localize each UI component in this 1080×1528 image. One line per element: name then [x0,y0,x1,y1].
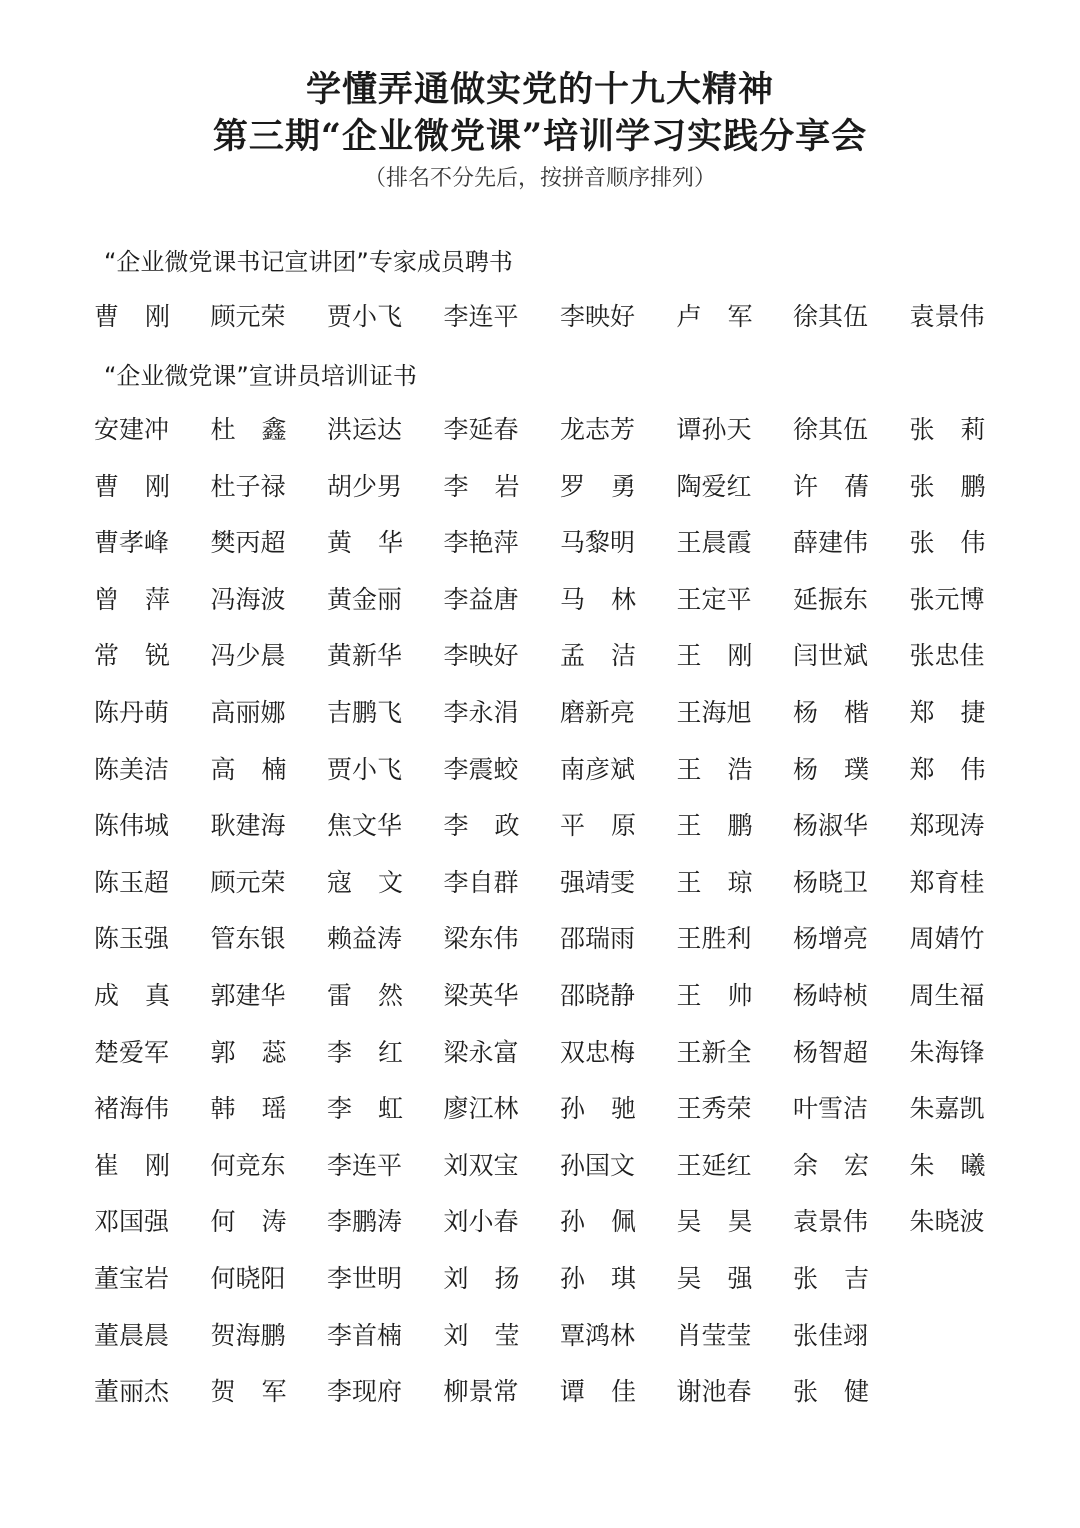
name-cell: 刘 扬 [443,1263,520,1293]
name-cell: 王海旭 [676,697,752,727]
name-cell: 杨晓卫 [793,867,869,897]
name-cell: 李连平 [327,1150,403,1180]
name-cell: 薛建伟 [793,528,869,558]
name-cell: 杨峙桢 [793,980,869,1010]
name-cell: 曹孝峰 [94,528,170,558]
name-cell: 张 健 [793,1377,869,1407]
name-cell: 邵晓静 [560,980,636,1010]
name-cell: 冯海波 [210,584,286,614]
name-cell: 梁永富 [443,1037,519,1067]
name-cell: 刘双宝 [443,1150,519,1180]
name-cell: 徐其伍 [793,302,869,331]
name-cell: 朱嘉凯 [909,1094,985,1124]
name-cell: 何竞东 [210,1150,286,1180]
name-cell: 胡少男 [327,471,403,501]
name-cell: 孙 驰 [560,1094,636,1124]
name-cell: 廖江林 [443,1094,519,1124]
name-cell: 郑现涛 [909,811,985,841]
name-cell: 黄新华 [327,641,403,671]
name-cell: 朱 曦 [909,1150,986,1180]
name-cell: 肖莹莹 [676,1320,752,1350]
name-cell: 李永涓 [443,697,519,727]
section-heading-lecturer-certificate: “企业微党课”宣讲员培训证书 [104,362,417,390]
name-cell: 马黎明 [560,528,636,558]
name-cell: 寇 文 [327,867,403,897]
lecturer-name-grid [94,413,1026,1432]
name-cell: 李震蛟 [443,754,519,784]
name-cell: 楚爱军 [94,1037,170,1067]
name-cell: 孙国文 [560,1150,636,1180]
name-cell: 李鹏涛 [327,1207,403,1237]
name-cell: 董宝岩 [94,1263,170,1293]
name-cell: 王 刚 [676,641,753,671]
name-cell: 谢池春 [676,1377,752,1407]
name-cell: 王晨霞 [676,528,752,558]
name-cell: 梁东伟 [443,924,519,954]
name-cell: 谭孙天 [676,415,752,444]
name-cell: 郑 伟 [909,754,986,784]
ordering-note: （排名不分先后，按拼音顺序排列） [363,166,716,191]
name-cell: 安建冲 [94,415,170,444]
name-cell: 王新全 [676,1037,752,1067]
name-cell: 何 涛 [210,1207,287,1237]
name-cell: 李自群 [443,867,519,897]
name-cell: 杨 楷 [793,697,869,727]
name-cell: 延振东 [793,584,869,614]
name-cell: 邵瑞雨 [560,924,636,954]
name-cell [910,1262,1010,1319]
section-heading-expert-panel: “企业微党课书记宣讲团”专家成员聘书 [104,248,513,276]
name-cell: 李世明 [327,1263,403,1293]
name-cell: 孙 佩 [560,1207,636,1237]
name-cell: 杨 璞 [793,754,869,784]
name-cell: 李映好 [560,302,636,331]
name-cell: 罗 勇 [560,471,636,501]
name-cell: 董晨晨 [94,1320,170,1350]
name-cell: 柳景常 [443,1377,519,1407]
name-cell: 袁景伟 [793,1207,869,1237]
name-cell: 王秀荣 [676,1094,752,1124]
name-cell: 赖益涛 [327,924,403,954]
name-cell: 李艳萍 [443,528,519,558]
name-cell: 贺 军 [210,1377,287,1407]
name-cell: 刘 莹 [443,1320,520,1350]
name-cell: 贺海鹏 [210,1320,286,1350]
name-cell: 高丽娜 [210,697,286,727]
name-cell: 闫世斌 [793,641,869,671]
name-cell: 张 伟 [909,528,986,558]
name-cell: 吴 昊 [676,1207,753,1237]
name-cell: 双忠梅 [560,1037,636,1067]
name-cell: 孙 琪 [560,1263,636,1293]
name-cell [910,1319,1010,1376]
name-cell: 顾元荣 [210,867,286,897]
name-cell: 王 帅 [676,980,753,1010]
name-cell: 陈美洁 [94,754,170,784]
name-cell: 陶爱红 [676,471,752,501]
name-cell: 张 吉 [793,1263,869,1293]
name-cell: 董丽杰 [94,1377,170,1407]
name-cell: 孟 洁 [560,641,636,671]
page-title: 学懂弄通做实党的十九大精神 [305,69,774,110]
name-cell: 何晓阳 [210,1263,286,1293]
name-cell: 郑 捷 [909,697,986,727]
name-cell: 张忠佳 [909,641,985,671]
name-cell: 磨新亮 [560,697,636,727]
name-cell: 邓国强 [94,1207,170,1237]
name-cell: 陈伟城 [94,811,170,841]
name-cell: 李 政 [443,811,520,841]
name-cell: 朱晓波 [909,1207,985,1237]
name-cell: 陈玉超 [94,867,170,897]
name-cell: 李 岩 [443,471,520,501]
name-cell: 郭建华 [210,980,286,1010]
name-cell: 梁英华 [443,980,519,1010]
name-cell: 许 蒨 [793,471,869,501]
name-cell: 强靖雯 [560,867,636,897]
name-cell: 耿建海 [210,811,286,841]
name-cell: 余 宏 [793,1150,869,1180]
name-cell: 周婧竹 [909,924,985,954]
name-cell: 郭 蕊 [210,1037,287,1067]
name-cell: 王胜利 [676,924,752,954]
name-cell: 李 虹 [327,1094,403,1124]
expert-name-grid [94,300,1026,334]
name-cell: 贾小飞 [327,754,403,784]
name-cell: 南彦斌 [560,754,636,784]
name-cell: 袁景伟 [909,302,985,331]
name-cell: 李益唐 [443,584,519,614]
name-cell: 吉鹏飞 [327,697,403,727]
name-cell: 杜 鑫 [210,415,287,444]
name-cell: 李现府 [327,1377,403,1407]
name-cell: 张元博 [909,584,985,614]
name-cell: 李延春 [443,415,519,444]
name-cell: 张佳翊 [793,1320,869,1350]
name-cell: 王 琼 [676,867,753,897]
name-cell: 李 红 [327,1037,403,1067]
name-cell: 卢 军 [676,302,753,331]
name-cell: 龙志芳 [560,415,636,444]
name-cell: 焦文华 [327,811,403,841]
name-cell: 谭 佳 [560,1377,636,1407]
name-cell: 刘小春 [443,1207,519,1237]
name-cell: 陈玉强 [94,924,170,954]
name-cell: 杜子禄 [210,471,286,501]
name-cell [910,1375,1010,1432]
name-cell: 樊丙超 [210,528,286,558]
name-cell: 褚海伟 [94,1094,170,1124]
name-cell: 朱海锋 [909,1037,985,1067]
name-cell: 陈丹萌 [94,697,170,727]
name-cell: 王 浩 [676,754,753,784]
name-cell: 李映好 [443,641,519,671]
name-cell: 成 真 [94,980,170,1010]
name-cell: 常 锐 [94,641,170,671]
name-cell: 张 鹏 [909,471,986,501]
name-cell: 黄金丽 [327,584,403,614]
name-cell: 李首楠 [327,1320,403,1350]
name-cell: 曾 萍 [94,584,170,614]
name-cell: 平 原 [560,811,636,841]
name-cell: 杨智超 [793,1037,869,1067]
name-cell: 王定平 [676,584,752,614]
name-cell: 高 楠 [210,754,287,784]
name-cell: 曹 刚 [94,471,170,501]
name-cell: 冯少晨 [210,641,286,671]
name-cell: 曹 刚 [94,302,170,331]
name-cell: 黄 华 [327,528,403,558]
name-cell: 雷 然 [327,980,403,1010]
name-cell: 杨增亮 [793,924,869,954]
name-cell: 洪运达 [327,415,403,444]
name-cell: 马 林 [560,584,636,614]
name-cell: 管东银 [210,924,286,954]
name-cell: 徐其伍 [793,415,869,444]
name-cell: 周生福 [909,980,985,1010]
page-subtitle-title: 第三期“企业微党课”培训学习实践分享会 [212,116,868,157]
name-cell: 崔 刚 [94,1150,170,1180]
name-cell: 顾元荣 [210,302,286,331]
name-cell: 覃鸿林 [560,1320,636,1350]
name-cell: 韩 瑶 [210,1094,287,1124]
name-cell: 郑育桂 [909,867,985,897]
name-cell: 张 莉 [909,415,986,444]
name-cell: 王 鹏 [676,811,753,841]
name-cell: 贾小飞 [327,302,403,331]
name-cell: 杨淑华 [793,811,869,841]
name-cell: 李连平 [443,302,519,331]
name-cell: 叶雪洁 [793,1094,869,1124]
name-cell: 吴 强 [676,1263,753,1293]
name-cell: 王延红 [676,1150,752,1180]
